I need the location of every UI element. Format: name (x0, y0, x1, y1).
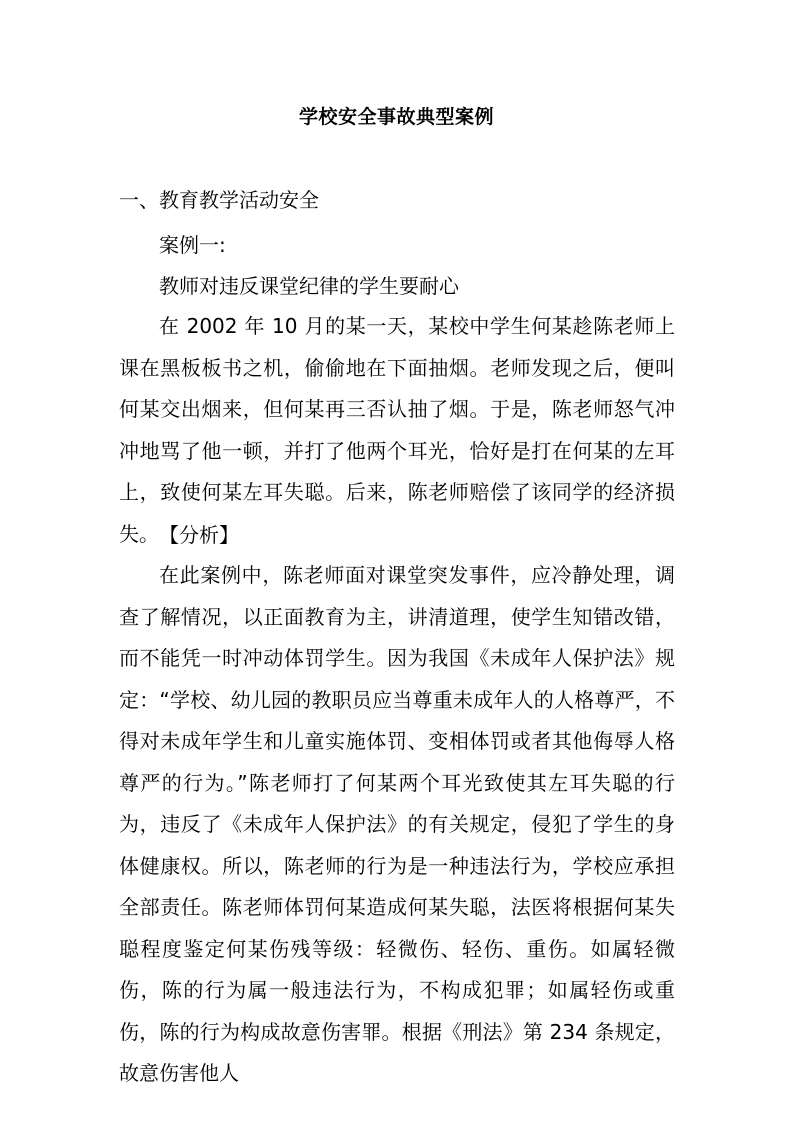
section-heading: 一、教育教学活动安全 (119, 188, 319, 212)
case-paragraph: 在 2002 年 10 月的某一天，某校中学生何某趁陈老师上课在黑板板书之机，偷偷地在下面抽烟。老师发现之后，便叫何某交出烟来，但何某再三否认抽了烟。于是，陈老师怒气冲冲地骂了他一顿，并打了他两个耳光，恰好是打在何某的左耳上，致使何某左耳失聪。后来，陈老师赔偿了该同学的经济损失。 (119, 314, 675, 546)
document-title: 学校安全事故典型案例 (298, 106, 494, 128)
analysis-paragraph: 在此案例中，陈老师面对课堂突发事件，应冷静处理，调查了解情况，以正面教育为主，讲清道理，使学生知错改错，而不能凭一时冲动体罚学生。因为我国《未成年人保护法》规定：“学校、幼儿园的教职员应当尊重未成年人的人格尊严，不得对未成年学生和儿童实施体罚、变相体罚或者其他侮辱人格尊严的行为。”陈老师打了何某两个耳光致使其左耳失聪的行为，违反了《未成年人保护法》的有关规定，侵犯了学生的身体健康权。所以，陈老师的行为是一种违法行为，学校应承担全部责任。陈老师体罚何某造成何某失聪，法医将根据何某失聪程度鉴定何某伤残等级：轻微伤、轻伤、重伤。如属轻微伤，陈的行为属一般违法行为，不构成犯罪；如属轻伤或重伤，陈的行为构成故意伤害罪。根据《刑法》第 234 条规定，故意伤害他人 (119, 563, 675, 1085)
case-title: 教师对违反课堂纪律的学生要耐心 (159, 274, 459, 298)
case-label: 案例一: (159, 233, 226, 257)
analysis-label: 【分析】 (159, 523, 239, 547)
